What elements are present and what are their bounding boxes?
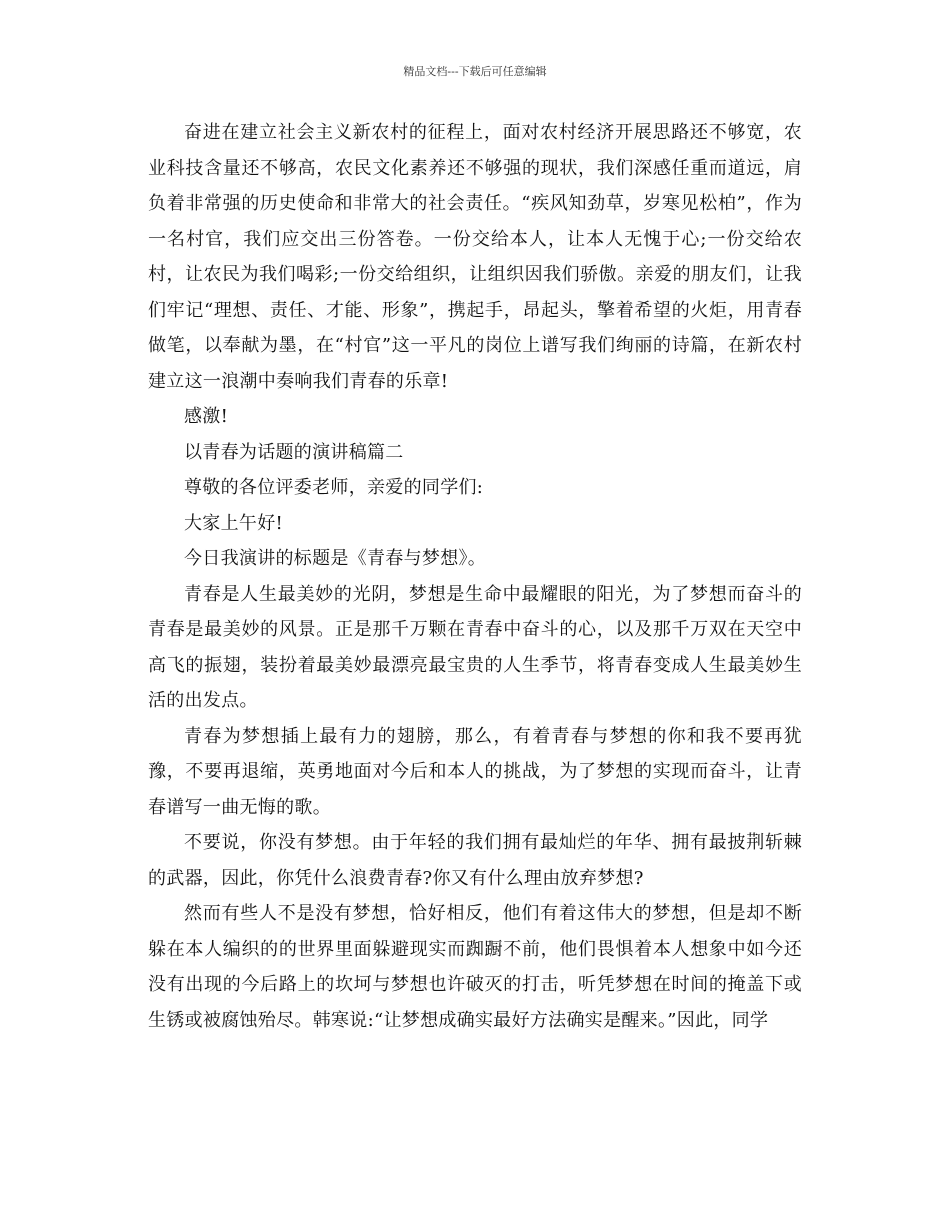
paragraph-greeting: 大家上午好! — [184, 512, 284, 534]
paragraph-village-official: 奋进在建立社会主义新农村的征程上，面对农村经济开展思路还不够宽，农业科技含量还不够高，农民文化素养还不够强的现状，我们深感任重而道远，肩负着非常强的历史使命和非常大的社会责任。“疾风知劲草，岁寒见松柏”，作为一名村官，我们应交出三份答卷。一份交给本人，让本人无愧于心;一份交给农村，让农民为我们喝彩;一份交给组织，让组织因我们骄傲。亲爱的朋友们，让我们牢记“理想、责任、才能、形象”，携起手，昂起头，擎着希望的火炬，用青春做笔，以奉献为墨，在“村官”这一平凡的岗位上谱写我们绚丽的诗篇，在新农村建立这一浪潮中奏响我们青春的乐章! — [148, 122, 802, 392]
paragraph-some-people: 然而有些人不是没有梦想，恰好相反，他们有着这伟大的梦想，但是却不断躲在本人编织的的世界里面躲避现实而踟蹰不前，他们畏惧着本人想象中如今还没有出现的今后路上的坎坷与梦想也许破灭的打击，听凭梦想在时间的掩盖下或生锈或被腐蚀殆尽。韩寒说:“让梦想成确实最好方法确实是醒来。”因此，同学 — [148, 903, 802, 1031]
section-title: 以青春为话题的演讲稿篇二 — [184, 441, 404, 463]
paragraph-thanks: 感激! — [184, 406, 229, 427]
paragraph-speech-title: 今日我演讲的标题是《青春与梦想》。 — [184, 548, 487, 569]
page-header: 精品文档---下载后可任意编辑 — [403, 65, 547, 78]
paragraph-no-dream: 不要说，你没有梦想。由于年轻的我们拥有最灿烂的年华、拥有最披荆斩棘的武器，因此，你凭什么浪费青春?你又有什么理由放弃梦想? — [148, 832, 802, 889]
paragraph-youth-time: 青春是人生最美妙的光阴，梦想是生命中最耀眼的阳光，为了梦想而奋斗的青春是最美妙的风景。正是那千万颗在青春中奋斗的心，以及那千万双在天空中高飞的振翅，装扮着最美妙最漂亮最宝贵的人生季节，将青春变成人生最美妙生活的出发点。 — [148, 583, 802, 711]
paragraph-youth-wings: 青春为梦想插上最有力的翅膀，那么，有着青春与梦想的你和我不要再犹豫，不要再退缩，英勇地面对今后和本人的挑战，为了梦想的实现而奋斗，让青春谱写一曲无悔的歌。 — [148, 725, 802, 818]
document-body — [148, 115, 802, 1038]
paragraph-salutation: 尊敬的各位评委老师，亲爱的同学们: — [184, 477, 484, 498]
